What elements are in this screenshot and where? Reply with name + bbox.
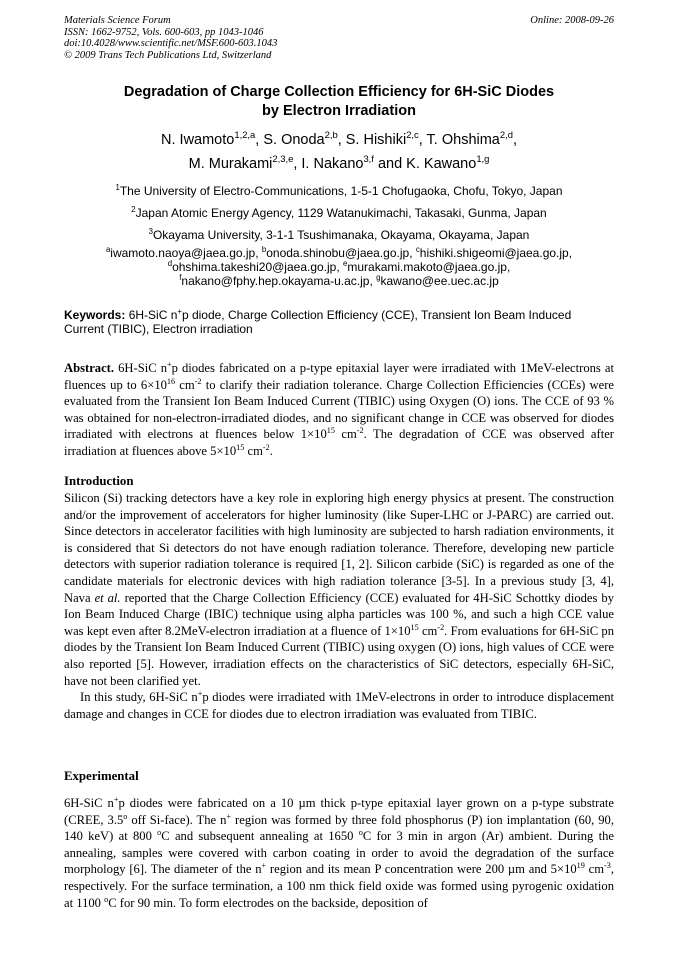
- abstract-text: cm: [334, 427, 357, 442]
- abstract-sup: -2: [194, 376, 202, 386]
- journal-name: Materials Science Forum: [64, 15, 171, 26]
- keywords: [64, 308, 614, 336]
- exp-sup: o: [157, 828, 162, 837]
- email-sup: f: [179, 273, 182, 282]
- affiliation-sup: 2: [131, 205, 136, 214]
- author-sup: 3,f: [363, 153, 374, 165]
- experimental-heading: Experimental: [64, 769, 139, 783]
- exp-text: , respectively. For the surface termination, a 100 nm thick field oxide was formed using pyrogenic oxidation at 1100: [64, 862, 614, 910]
- author-sup: 2,d: [499, 129, 513, 141]
- author-name: N. Iwamoto: [161, 132, 235, 148]
- email-sup: g: [376, 273, 381, 282]
- abstract-label: Abstract.: [64, 361, 115, 375]
- exp-text: C and subsequent annealing at 1650: [161, 829, 359, 844]
- exp-sup: +: [261, 861, 267, 871]
- author-name: M. Murakami: [188, 156, 273, 172]
- abstract-text: . The degradation of CCE was observed after irradiation at fluences above 5×10: [64, 427, 614, 458]
- author-sup: 2,3,e: [272, 153, 294, 165]
- journal-header: [64, 15, 277, 61]
- email-link[interactable]: kawano@ee.uec.ac.jp: [380, 274, 499, 288]
- intro-sup: +: [197, 688, 203, 698]
- intro-text: cm: [418, 623, 438, 638]
- copyright-line: © 2009 Trans Tech Publications Ltd, Switzerland: [64, 49, 272, 61]
- abstract-text: to clarify their radiation tolerance. Charge Collection Efficiencies (CCEs) were evaluated from the Transient Ion Beam Induced Current (TIBIC) using Oxygen (O) ions. The CCE of 93 % was obtained for non-electron-irradiated diodes, and no significant change in CCE was observed for diodes irradiated with electrons at fluences below 1×10: [64, 377, 614, 442]
- author-sup: 2,b: [324, 129, 338, 141]
- exp-text: C for 90 min. To form electrodes on the backside, deposition of: [108, 895, 428, 910]
- email-link[interactable]: onoda.shinobu@jaea.go.jp,: [266, 246, 416, 260]
- email-sup: c: [415, 245, 420, 254]
- abstract-text: .: [269, 443, 273, 458]
- title-line-2: by Electron Irradiation: [262, 103, 416, 119]
- exp-text: region was formed by three fold phosphorus (P) ion implantation (60, 90, 140 keV) at 800: [64, 812, 615, 844]
- author-sup: 2,c: [406, 129, 419, 141]
- exp-text: off Si-face). The n: [127, 812, 227, 827]
- intro-text: Silicon (Si) tracking detectors have a key role in exploring high energy physics at present. The construction and/or the improvement of accelerators for higher luminosity (like Super-LHC or J-PARC) are carried out. Since detectors in accelerator facilities with high luminosity are subjected to harsh radiation environments, it is considered that Si detectors do not have enough radiation tolerance. Therefore, developing new particle detectors with superior radiation tolerance is required [1, 2]. Silicon carbide (SiC) is regarded as one of the candidate materials for electronic devices with high radiation tolerance [3-5]. In a previous study [3, 4], Nava: [64, 491, 614, 605]
- author-name: , S. Onoda: [255, 132, 325, 148]
- intro-text: et al.: [94, 590, 121, 605]
- email-sup: b: [261, 245, 267, 254]
- introduction-body: [64, 490, 614, 722]
- exp-sup: +: [226, 811, 232, 821]
- introduction-heading: Introduction: [64, 474, 134, 488]
- paper-title: [64, 83, 614, 121]
- email-sup: a: [105, 245, 111, 254]
- keywords-sup: +: [177, 307, 182, 316]
- author-sup: 1,g: [476, 153, 490, 165]
- abstract-text: 6H-SiC n: [114, 361, 167, 375]
- abstract-sup: -2: [356, 426, 364, 436]
- experimental-body: [64, 795, 614, 911]
- author-separator: ,: [512, 132, 517, 148]
- abstract-text: cm: [244, 443, 263, 458]
- online-date: Online: 2008-09-26: [530, 15, 614, 26]
- affiliation-sup: 3: [148, 227, 153, 236]
- exp-sup: o: [104, 894, 109, 904]
- abstract-text: p diodes fabricated on a p-type epitaxial layer were irradiated with 1MeV-electrons at fluences up to 6×10: [64, 361, 615, 392]
- exp-sup: o: [358, 828, 363, 837]
- email-link[interactable]: murakami.makoto@jaea.go.jp,: [347, 260, 511, 274]
- exp-text: 6H-SiC n: [64, 796, 114, 810]
- exp-text: p diodes were fabricated on a 10 µm thick p-type epitaxial layer grown on a p-type substrate (CREE, 3.5: [64, 796, 615, 827]
- intro-text: reported that the Charge Collection Efficiency (CCE) evaluated for 4H-SiC Schottky diodes by Ion Beam Induced Charge (IBIC) technique using alpha particles was 100 %, and such a high CCE value was kept even after 8.2MeV-electron irradiation at a fluence of 1×10: [64, 590, 614, 638]
- email-sup: d: [167, 259, 173, 268]
- doi-line: doi:10.4028/www.scientific.net/MSF.600-603.1043: [64, 38, 278, 49]
- affiliation: [64, 180, 614, 202]
- email-link[interactable]: ohshima.takeshi20@jaea.go.jp,: [172, 260, 344, 274]
- exp-text: region and its mean P concentration were 200 µm and 5×10: [266, 862, 577, 877]
- affiliation: [64, 202, 614, 224]
- issn-line: ISSN: 1662-9752, Vols. 600-603, pp 1043-1046: [64, 26, 264, 38]
- affiliation-list: [64, 180, 614, 246]
- title-line-1: Degradation of Charge Collection Efficiency for 6H-SiC Diodes: [123, 84, 555, 100]
- intro-text: In this study, 6H-SiC n: [80, 690, 198, 705]
- affiliation-text: Okayama University, 3-1-1 Tsushimanaka, Okayama, Okayama, Japan: [152, 228, 530, 242]
- affiliation: [64, 224, 614, 246]
- author-name: , I. Nakano: [293, 156, 364, 172]
- author-name: , S. Hishiki: [337, 132, 407, 148]
- affiliation-text: The University of Electro-Communications, 1-5-1 Chofugaoka, Chofu, Tokyo, Japan: [119, 184, 563, 198]
- email-sup: e: [343, 259, 348, 268]
- affiliation-text: Japan Atomic Energy Agency, 1129 Watanukimachi, Takasaki, Gunma, Japan: [135, 206, 547, 220]
- exp-sup: 19: [576, 861, 585, 871]
- email-link[interactable]: nakano@fphy.hep.okayama-u.ac.jp,: [181, 274, 377, 288]
- exp-sup: +: [113, 794, 119, 804]
- exp-sup: o: [123, 811, 128, 821]
- abstract-sup: +: [167, 359, 172, 369]
- email-list: [64, 246, 614, 288]
- abstract-text: cm: [175, 377, 195, 392]
- abstract: [64, 360, 614, 460]
- email-link[interactable]: hishiki.shigeomi@jaea.go.jp,: [419, 246, 573, 260]
- exp-text: C for 3 min in argon (Ar) ambient. During the annealing, samples were covered with carbon coating in order to avoid the degradation of the surface morphology [6]. The diameter of the n: [64, 829, 615, 877]
- abstract-sup: -2: [262, 442, 270, 452]
- author-name: and K. Kawano: [373, 156, 477, 172]
- author-sup: 1,2,a: [234, 129, 256, 141]
- introduction-paragraph: [64, 490, 614, 689]
- abstract-sup: 15: [326, 426, 335, 436]
- email-link[interactable]: iwamoto.naoya@jaea.go.jp,: [110, 246, 262, 260]
- author-list: [64, 128, 614, 176]
- keywords-text: p diode, Charge Collection Efficiency (CCE), Transient Ion Beam Induced Current (TIBIC), Electron irradiation: [64, 308, 572, 336]
- intro-sup: -2: [437, 622, 445, 632]
- intro-text: p diodes were irradiated with 1MeV-electrons in order to introduce displacement damage and changes in CCE for diodes due to electron irradiation was evaluated from TIBIC.: [64, 690, 615, 721]
- exp-text: cm: [584, 862, 605, 877]
- keywords-label: Keywords:: [64, 308, 126, 322]
- author-name: , T. Ohshima: [418, 132, 500, 148]
- keywords-text: 6H-SiC n: [125, 308, 178, 322]
- exp-sup: -3: [604, 861, 611, 871]
- intro-text: . From evaluations for 6H-SiC pn diodes by the Transient Ion Beam Induced Current (TIBIC) using oxygen (O) ions, high values of CCE were also reported [5]. However, irradiation effects on the characteristics of SiC detectors, especially 6H-SiC, have not been clarified yet.: [64, 623, 614, 688]
- intro-sup: 15: [410, 622, 419, 632]
- introduction-paragraph: [64, 689, 614, 722]
- abstract-sup: 16: [166, 376, 176, 386]
- affiliation-sup: 1: [115, 183, 120, 192]
- abstract-sup: 15: [236, 442, 245, 452]
